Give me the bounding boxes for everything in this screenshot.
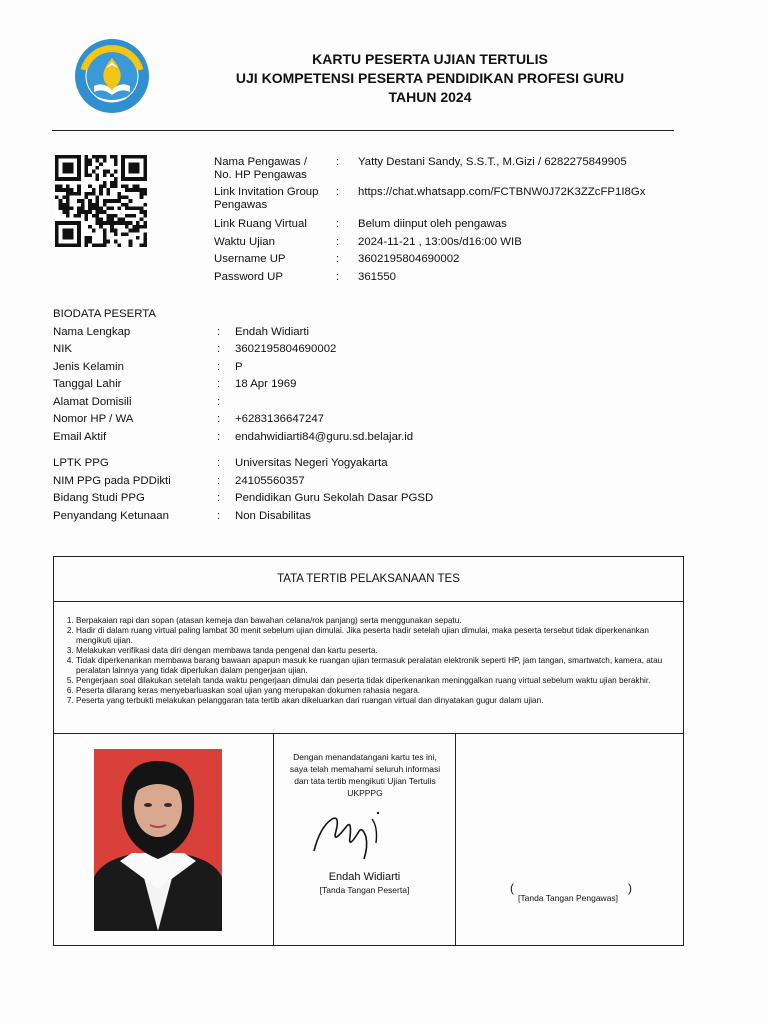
exam-info-key: Username UP — [214, 253, 286, 265]
rules-section — [54, 602, 683, 734]
biodata-value: Universitas Negeri Yogyakarta — [235, 457, 388, 469]
photo-cell — [54, 733, 274, 945]
exam-info-key: Link Invitation Group — [214, 186, 319, 198]
colon: : — [217, 413, 221, 425]
biodata-row — [53, 324, 433, 342]
biodata-value: P — [235, 360, 243, 373]
exam-info-key: Link Ruang Virtual — [214, 218, 307, 230]
biodata-key: NIM PPG pada PDDikti — [53, 474, 171, 487]
colon: : — [217, 430, 221, 443]
paren-close: ) — [628, 881, 632, 895]
rule-item: 6. Peserta dilarang keras menyebarluaskan soal ujian yang merupakan dokumen rahasia negara. — [76, 686, 669, 696]
password-up: 361550 — [358, 270, 397, 283]
biodata-value: 3602195804690002 — [235, 343, 337, 355]
biodata-row — [53, 411, 433, 429]
colon: : — [336, 218, 340, 230]
participant-photo — [94, 749, 222, 931]
colon: : — [336, 270, 340, 283]
biodata-key: Penyandang Ketunaan — [53, 509, 169, 522]
colon: : — [336, 156, 340, 168]
colon: : — [336, 253, 340, 265]
title-line-2: UJI KOMPETENSI PESERTA PENDIDIKAN PROFESI GURU — [235, 70, 625, 86]
exam-info-row — [214, 269, 645, 287]
biodata-row — [53, 394, 433, 412]
biodata-key: Email Aktif — [53, 430, 107, 443]
biodata-row — [53, 341, 433, 359]
exam-info-row — [214, 156, 645, 182]
participant-name: Endah Widiarti — [328, 871, 401, 883]
header-divider — [52, 130, 674, 131]
colon: : — [217, 509, 221, 522]
participant-biodata — [53, 306, 433, 525]
group-invitation-link[interactable]: https://chat.whatsapp.com/FCTBNW0J72K3ZZcFP1I8Gx — [358, 186, 646, 198]
title-line-3: TAHUN 2024 — [388, 89, 472, 105]
biodata-row — [53, 490, 433, 508]
participant-signature — [306, 797, 406, 863]
rule-item: 1. Berpakaian rapi dan sopan (atasan kemeja dan bawahan celana/rok panjang) serta menggunakan sepatu. — [76, 616, 669, 626]
exam-info-key: No. HP Pengawas — [214, 169, 307, 181]
exam-info-key: Password UP — [214, 270, 284, 283]
colon: : — [217, 395, 221, 408]
biodata-row — [53, 455, 433, 473]
exam-info-key: Pengawas — [214, 199, 268, 211]
username-up: 3602195804690002 — [358, 253, 460, 265]
biodata-value: endahwidiarti84@guru.sd.belajar.id — [235, 430, 414, 443]
rule-item: 5. Pengerjaan soal dilakukan setelah tanda waktu pengerjaan dimulai dan peserta tidak diperkenankan meninggalkan ruang virtual sebelum waktu ujian berakhir. — [76, 676, 669, 686]
colon: : — [217, 378, 221, 390]
rule-item: 7. Peserta yang terbukti melakukan pelanggaran tata tertib akan dikeluarkan dari ruangan virtual dan dinyatakan gugur dalam ujian. — [76, 696, 669, 706]
biodata-row — [53, 376, 433, 394]
biodata-row — [53, 473, 433, 491]
biodata-row — [53, 508, 433, 526]
supervisor-name-phone: Yatty Destani Sandy, S.S.T., M.Gizi / 6282275849905 — [358, 156, 627, 168]
colon: : — [217, 457, 221, 469]
rule-item: 2. Hadir di dalam ruang virtual paling lambat 30 menit sebelum ujian dimulai. Jika peserta hadir setelah ujian dimulai, maka peserta tersebut tidak diperkenankan mengikuti ujian. — [76, 626, 669, 646]
biodata-key: Nama Lengkap — [53, 325, 131, 338]
biodata-heading: BIODATA PESERTA — [53, 308, 156, 320]
biodata-key: Jenis Kelamin — [53, 360, 124, 373]
biodata-value: 24105560357 — [235, 474, 305, 487]
biodata-value: Non Disabilitas — [235, 509, 311, 522]
document-title — [190, 50, 670, 107]
colon: : — [217, 343, 221, 355]
colon: : — [217, 360, 221, 373]
biodata-value: Endah Widiarti — [235, 325, 310, 338]
rule-item: 3. Melakukan verifikasi data diri dengan membawa tanda pengenal dan kartu peserta. — [76, 646, 669, 656]
biodata-key: Bidang Studi PPG — [53, 492, 145, 504]
exam-info-row — [214, 234, 645, 252]
proctor-signature-cell — [456, 733, 683, 945]
exam-info-key: Nama Pengawas / — [214, 156, 308, 168]
signature-section — [54, 733, 683, 945]
rules-heading: TATA TERTIB PELAKSANAAN TES — [54, 557, 683, 602]
rule-item: 4. Tidak diperkenankan membawa barang bawaan apapun masuk ke ruangan ujian termasuk peralatan elektronik seperti HP, jam tangan, smartwatch, kamera, atau peralatan lainnya yang tidak diperlukan dalam pengerjaan ujian. — [76, 656, 669, 676]
exam-info — [214, 156, 645, 286]
biodata-value: +6283136647247 — [235, 413, 325, 425]
colon: : — [217, 325, 221, 338]
biodata-key: LPTK PPG — [53, 457, 109, 469]
rules-and-signature-box — [53, 556, 684, 946]
biodata-key: Tanggal Lahir — [53, 378, 122, 390]
exam-info-row — [214, 186, 645, 212]
biodata-value: Pendidikan Guru Sekolah Dasar PGSD — [235, 492, 434, 504]
exam-info-row — [214, 216, 645, 234]
biodata-key: Alamat Domisili — [53, 395, 132, 408]
exam-info-key: Waktu Ujian — [214, 235, 275, 248]
biodata-row — [53, 429, 433, 447]
virtual-room-link: Belum diinput oleh pengawas — [358, 218, 507, 230]
paren-open: ( — [510, 881, 514, 895]
colon: : — [217, 474, 221, 487]
declaration-statement: Dengan menandatangani kartu tes ini, saya telah memahami seluruh informasi dan tata tertib mengikuti Ujian Tertulis UKPPPG — [289, 752, 441, 798]
rules-list — [60, 616, 669, 706]
participant-signature-label: [Tanda Tangan Peserta] — [319, 885, 410, 895]
participant-signature-cell — [274, 733, 456, 945]
tut-wuri-handayani-logo — [72, 38, 152, 114]
title-line-1: KARTU PESERTA UJIAN TERTULIS — [312, 51, 548, 67]
qr-code — [52, 155, 150, 247]
exam-info-row — [214, 251, 645, 269]
proctor-signature-label: [Tanda Tangan Pengawas] — [518, 893, 619, 903]
colon: : — [336, 186, 340, 198]
biodata-value: 18 Apr 1969 — [235, 378, 297, 390]
exam-time: 2024-11-21 , 13:00s/d16:00 WIB — [358, 235, 522, 248]
colon: : — [336, 235, 340, 248]
biodata-key: Nomor HP / WA — [53, 413, 134, 425]
biodata-key: NIK — [53, 343, 72, 355]
colon: : — [217, 492, 221, 504]
biodata-row — [53, 359, 433, 377]
